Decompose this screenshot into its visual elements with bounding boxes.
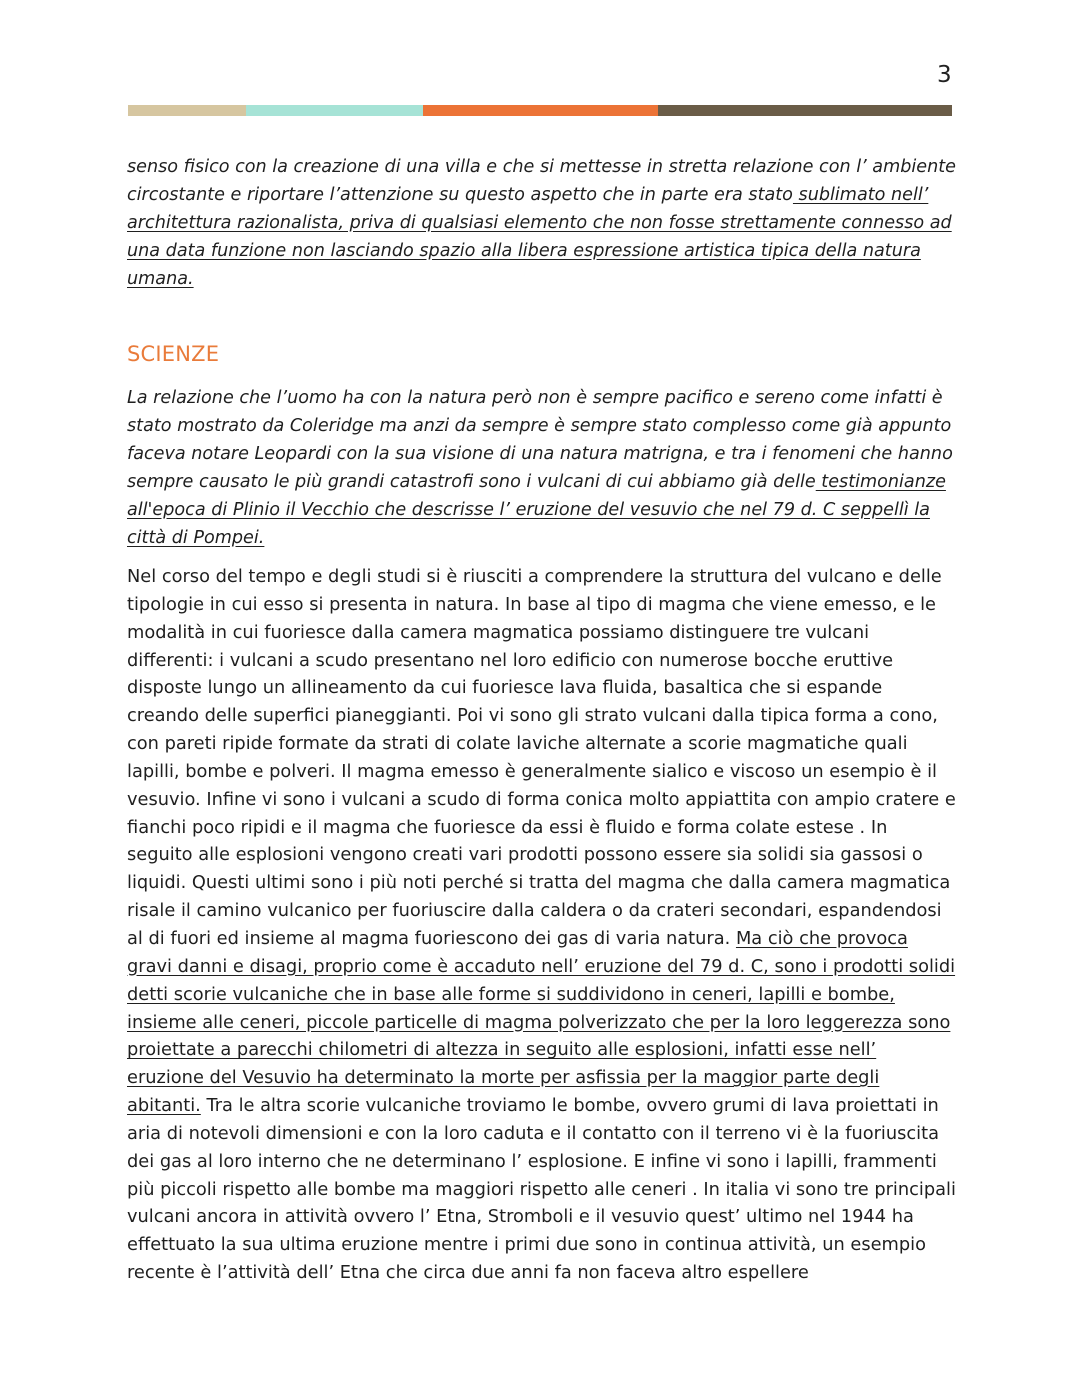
paragraph-architecture-underlined: sublimato nell’ architettura razionalista, priva di qualsiasi elemento che non fosse strettamente connesso ad una data funzione non lasciando spazio alla libera espressione artistica tipica della natura umana.	[127, 184, 952, 289]
paragraph-intro-volcanoes	[127, 385, 957, 552]
paragraph-architecture-text: senso fisico con la creazione di una villa e che si mettesse in stretta relazione con l’ ambiente circostante e riportare l’attenzione su questo aspetto che in parte era stato	[127, 157, 956, 205]
paragraph-architecture	[127, 154, 957, 294]
color-bar-segment-4	[658, 105, 952, 116]
section-heading-scienze: SCIENZE	[127, 342, 220, 366]
color-bar-segment-2	[246, 105, 423, 116]
paragraph-volcano-types	[127, 563, 957, 1287]
paragraph-intro-text: La relazione che l’uomo ha con la natura però non è sempre pacifico e sereno come infatti è stato mostrato da Coleridge ma anzi da sempre è sempre stato complesso come già appunto faceva notare Leopardi con la sua visione di una natura matrigna, e tra i fenomeni che hanno sempre causato le più grandi catastrofi sono i vulcani di cui abbiamo già delle	[127, 388, 953, 492]
paragraph-intro-underlined: testimonianze all'epoca di Plinio il Vecchio che descrisse l’ eruzione del vesuvio che nel 79 d. C seppellì la città di Pompei.	[127, 471, 946, 548]
header-color-bar	[128, 105, 952, 116]
paragraph-volcano-text-start: Nel corso del tempo e degli studi si è riusciti a comprendere la struttura del vulcano e delle tipologie in cui esso si presenta in natura. In base al tipo di magma che viene emesso, e le modalità in cui fuoriesce dalla camera magmatica possiamo distinguere tre vulcani differenti: i vulcani a scudo presentano nel loro edificio con numerose bocche eruttive disposte lungo un allineamento da cui fuoriesce lava fluida, basaltica che si espande creando delle superfici pianeggianti. Poi vi sono gli strato vulcani dalla tipica forma a cono, con pareti ripide formate da strati di colate laviche alternate a scorie magmatiche quali lapilli, bombe e polveri. Il magma emesso è generalmente sialico e viscoso un esempio è il vesuvio. Infine vi sono i vulcani a scudo di forma conica molto appiattita con ampio cratere e fianchi poco ripidi e il magma che fuoriesce da essi è fluido e forma colate estese . In seguito alle esplosioni vengono creati vari prodotti possono essere sia solidi sia gassosi o liquidi. Questi ultimi sono i più noti perché si tratta del magma che dalla camera magmatica risale il camino vulcanico per fuoriuscire dalla caldera o da crateri secondari, espandendosi al di fuori ed insieme al magma fuoriescono dei gas di varia natura.	[127, 566, 956, 949]
paragraph-volcano-underlined: Ma ciò che provoca gravi danni e disagi, proprio come è accaduto nell’ eruzione del 79 d. C, sono i prodotti solidi detti scorie vulcaniche che in base alle forme si suddividono in ceneri, lapilli e bombe, insieme alle ceneri, piccole particelle di magma polverizzato che per la loro leggerezza sono proiettate a parecchi chilometri di altezza in seguito alle esplosioni, infatti esse nell’ eruzione del Vesuvio ha determinato la morte per asfissia per la maggior parte degli abitanti.	[127, 927, 956, 1117]
page-number: 3	[937, 62, 952, 88]
color-bar-segment-1	[128, 105, 246, 116]
color-bar-segment-3	[423, 105, 658, 116]
paragraph-volcano-text-end: Tra le altra scorie vulcaniche troviamo le bombe, ovvero grumi di lava proiettati in aria di notevoli dimensioni e con la loro caduta e il contatto con il terreno vi è la fuoriuscita dei gas al loro interno che ne determinano l’ esplosione. E infine vi sono i lapilli, frammenti più piccoli rispetto alle bombe ma maggiori rispetto alle ceneri . In italia vi sono tre principali vulcani ancora in attività ovvero l’ Etna, Stromboli e il vesuvio quest’ ultimo nel 1944 ha effettuato la sua ultima eruzione mentre i primi due sono in continua attività, un esempio recente è l’attività dell’ Etna che circa due anni fa non faceva altro espellere	[127, 1095, 956, 1284]
